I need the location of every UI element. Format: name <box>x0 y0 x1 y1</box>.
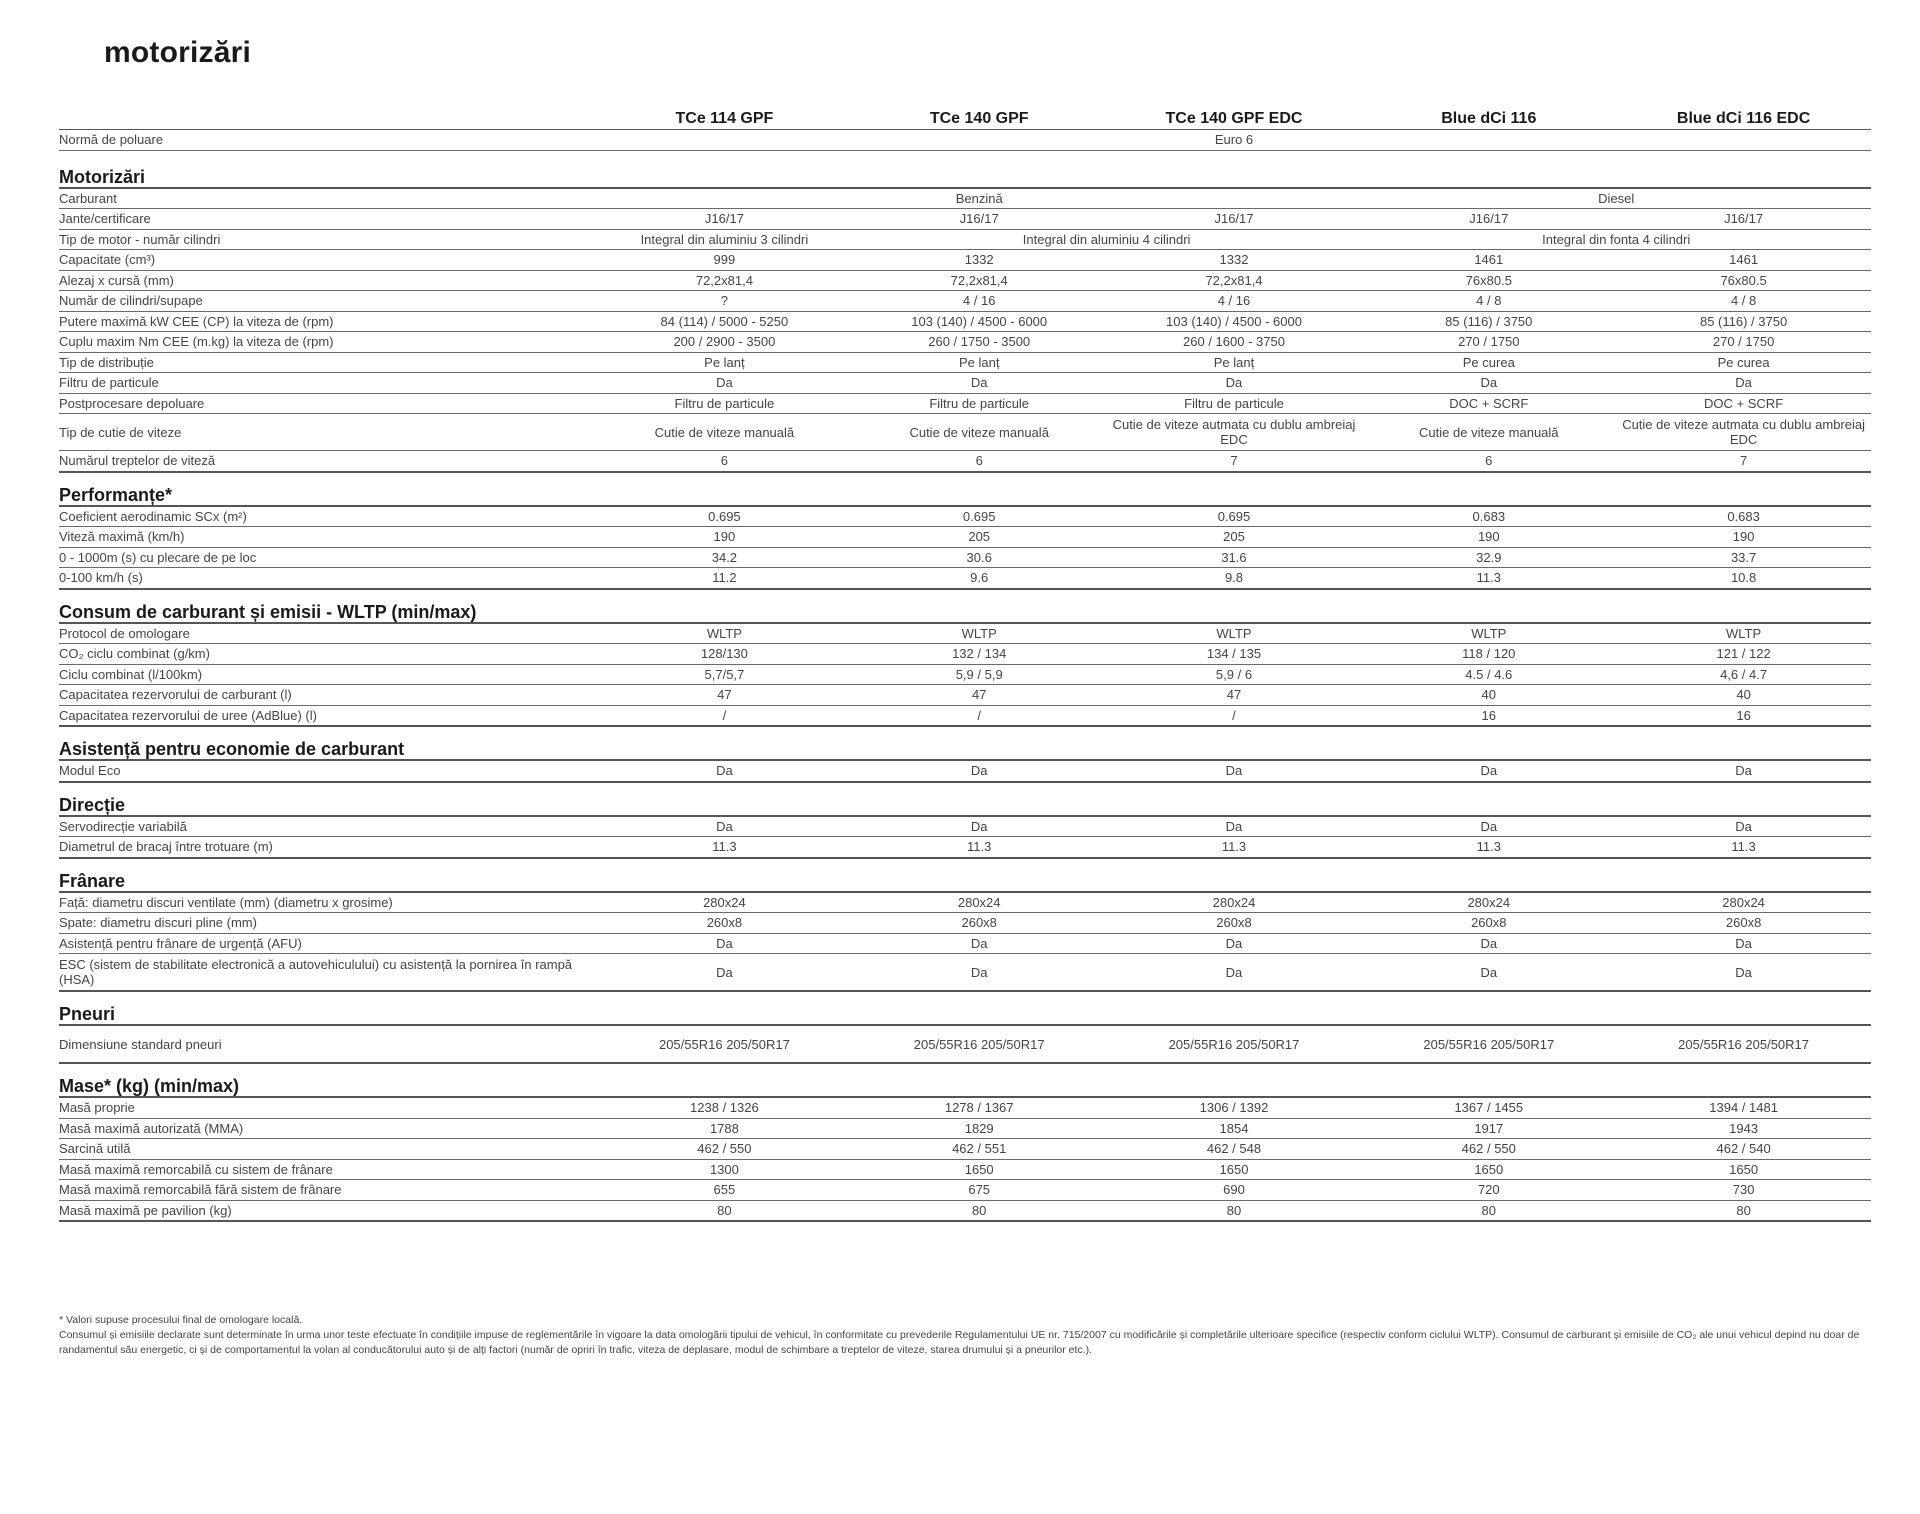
section-body-consum <box>59 623 1871 727</box>
cell-value: 11.3 <box>1616 837 1871 858</box>
cell-value: Da <box>1107 760 1362 782</box>
cell-value: 33.7 <box>1616 547 1871 568</box>
cell-value: Da <box>1361 933 1616 954</box>
row-label: Postprocesare depoluare <box>59 393 597 414</box>
cell-value: 280x24 <box>852 892 1107 913</box>
table-row <box>59 1097 1871 1118</box>
cell-value: Da <box>1616 954 1871 992</box>
cell-value: 1238 / 1326 <box>597 1097 852 1118</box>
cell-value: 132 / 134 <box>852 644 1107 665</box>
cell-value: 1394 / 1481 <box>1616 1097 1871 1118</box>
cell-value: WLTP <box>1107 623 1362 644</box>
table-row <box>59 188 1871 209</box>
cell-value: 205 <box>1107 527 1362 548</box>
row-label: Tip de motor - număr cilindri <box>59 229 597 250</box>
row-label: Cuplu maxim Nm CEE (m.kg) la viteza de (rpm) <box>59 332 597 353</box>
cell-value: / <box>597 705 852 726</box>
table-row <box>59 229 1871 250</box>
cell-value: 7 <box>1107 451 1362 472</box>
cell-value: 999 <box>597 250 852 271</box>
cell-value: Da <box>1361 816 1616 837</box>
cell-value: 76x80.5 <box>1616 270 1871 291</box>
section-title: Motorizări <box>59 150 1871 188</box>
section-header-mase <box>59 1063 1871 1097</box>
cell-value: Da <box>1361 954 1616 992</box>
cell-value: 4,6 / 4.7 <box>1616 664 1871 685</box>
row-label: Putere maximă kW CEE (CP) la viteza de (rpm) <box>59 311 597 332</box>
cell-value: 462 / 550 <box>597 1139 852 1160</box>
cell-value: 11.3 <box>1361 837 1616 858</box>
cell-value: 280x24 <box>1616 892 1871 913</box>
cell-value: 1461 <box>1361 250 1616 271</box>
cell-value: Filtru de particule <box>597 393 852 414</box>
cell-value: 280x24 <box>1107 892 1362 913</box>
cell-value: Da <box>1616 373 1871 394</box>
cell-value: 1278 / 1367 <box>852 1097 1107 1118</box>
cell-value: Da <box>852 760 1107 782</box>
section-body-directie <box>59 816 1871 858</box>
cell-value: WLTP <box>852 623 1107 644</box>
cell-value: 11.3 <box>1107 837 1362 858</box>
cell-value: Da <box>1616 816 1871 837</box>
section-title: Pneuri <box>59 991 1871 1025</box>
cell-value: J16/17 <box>852 209 1107 230</box>
cell-value: J16/17 <box>1616 209 1871 230</box>
cell-value: 1788 <box>597 1118 852 1139</box>
cell-value: 9.8 <box>1107 568 1362 589</box>
cell-value: 16 <box>1616 705 1871 726</box>
column-header: Blue dCi 116 EDC <box>1616 106 1871 130</box>
table-row <box>59 506 1871 527</box>
cell-value: Da <box>852 954 1107 992</box>
section-body-performante <box>59 506 1871 589</box>
column-header: Blue dCi 116 <box>1361 106 1616 130</box>
cell-value: 6 <box>597 451 852 472</box>
cell-value: Filtru de particule <box>1107 393 1362 414</box>
cell-value: 260x8 <box>1616 913 1871 934</box>
cell-value: 690 <box>1107 1180 1362 1201</box>
cell-value: 80 <box>852 1200 1107 1221</box>
table-row <box>59 393 1871 414</box>
cell-value: Da <box>1107 816 1362 837</box>
cell-value: 4 / 8 <box>1361 291 1616 312</box>
cell-value: Da <box>852 373 1107 394</box>
section-header-consum <box>59 589 1871 623</box>
cell-value: 85 (116) / 3750 <box>1616 311 1871 332</box>
cell-value: Da <box>597 760 852 782</box>
section-body-pneuri <box>59 1025 1871 1063</box>
cell-value: Da <box>597 816 852 837</box>
table-row <box>59 291 1871 312</box>
cell-value: 190 <box>597 527 852 548</box>
table-row <box>59 1200 1871 1221</box>
cell-value: 205/55R16 205/50R17 <box>597 1025 852 1063</box>
cell-value: Integral din aluminiu 3 cilindri <box>597 229 852 250</box>
cell-value: 1854 <box>1107 1118 1362 1139</box>
cell-value: Cutie de viteze manuală <box>597 414 852 451</box>
cell-value: 10.8 <box>1616 568 1871 589</box>
cell-value: 205/55R16 205/50R17 <box>1361 1025 1616 1063</box>
table-row <box>59 270 1871 291</box>
row-label: Protocol de omologare <box>59 623 597 644</box>
row-label: Normă de poluare <box>59 130 597 151</box>
row-label: Tip de distribuție <box>59 352 597 373</box>
cell-value: 40 <box>1361 685 1616 706</box>
row-label: Alezaj x cursă (mm) <box>59 270 597 291</box>
cell-value: 720 <box>1361 1180 1616 1201</box>
section-header-performante <box>59 472 1871 506</box>
cell-value: Da <box>1616 933 1871 954</box>
section-header-pneuri <box>59 991 1871 1025</box>
cell-value: 16 <box>1361 705 1616 726</box>
cell-value: 4 / 16 <box>1107 291 1362 312</box>
cell-value: 47 <box>597 685 852 706</box>
row-label: Masă maximă autorizată (MMA) <box>59 1118 597 1139</box>
specifications-table <box>59 106 1871 1222</box>
row-label: Capacitatea rezervorului de uree (AdBlue) (l) <box>59 705 597 726</box>
cell-value: 5,9 / 6 <box>1107 664 1362 685</box>
section-header-motorizari <box>59 150 1871 188</box>
table-row <box>59 623 1871 644</box>
cell-value: Da <box>852 816 1107 837</box>
cell-value: 34.2 <box>597 547 852 568</box>
cell-value: 121 / 122 <box>1616 644 1871 665</box>
table-row <box>59 451 1871 472</box>
cell-value: 31.6 <box>1107 547 1362 568</box>
row-label: Viteză maximă (km/h) <box>59 527 597 548</box>
cell-value: 260 / 1750 - 3500 <box>852 332 1107 353</box>
cell-value: 0.695 <box>1107 506 1362 527</box>
section-title: Mase* (kg) (min/max) <box>59 1063 1871 1097</box>
cell-value: 11.3 <box>597 837 852 858</box>
table-row <box>59 760 1871 782</box>
row-label: Diametrul de bracaj între trotuare (m) <box>59 837 597 858</box>
cell-value: 80 <box>597 1200 852 1221</box>
cell-value: 40 <box>1616 685 1871 706</box>
cell-value: 85 (116) / 3750 <box>1361 311 1616 332</box>
cell-value: Cutie de viteze autmata cu dublu ambreiaj EDC <box>1616 414 1871 451</box>
cell-value: 5,7/5,7 <box>597 664 852 685</box>
cell-value: 1461 <box>1616 250 1871 271</box>
cell-value: 6 <box>852 451 1107 472</box>
column-header: TCe 140 GPF <box>852 106 1107 130</box>
column-header-empty <box>59 106 597 130</box>
cell-value: DOC + SCRF <box>1361 393 1616 414</box>
table-row <box>59 664 1871 685</box>
cell-value: 0.695 <box>852 506 1107 527</box>
table-row <box>59 352 1871 373</box>
table-row <box>59 250 1871 271</box>
row-label: Masă maximă pe pavilion (kg) <box>59 1200 597 1221</box>
cell-value: Pe lanț <box>852 352 1107 373</box>
row-label: Sarcină utilă <box>59 1139 597 1160</box>
table-row <box>59 644 1871 665</box>
cell-value: 80 <box>1616 1200 1871 1221</box>
table-row <box>59 1180 1871 1201</box>
cell-value: Da <box>852 933 1107 954</box>
cell-value: 84 (114) / 5000 - 5250 <box>597 311 852 332</box>
cell-value: 1332 <box>852 250 1107 271</box>
cell-value: 72,2x81,4 <box>1107 270 1362 291</box>
cell-value: ? <box>597 291 852 312</box>
cell-value: 11.3 <box>852 837 1107 858</box>
row-label: Numărul treptelor de viteză <box>59 451 597 472</box>
cell-value: 118 / 120 <box>1361 644 1616 665</box>
cell-value: 270 / 1750 <box>1361 332 1616 353</box>
cell-value: Pe curea <box>1616 352 1871 373</box>
cell-value: 1306 / 1392 <box>1107 1097 1362 1118</box>
cell-value: J16/17 <box>597 209 852 230</box>
row-label: Jante/certificare <box>59 209 597 230</box>
row-label: Număr de cilindri/supape <box>59 291 597 312</box>
cell-value: 80 <box>1107 1200 1362 1221</box>
section-body-mase <box>59 1097 1871 1221</box>
table-row <box>59 954 1871 992</box>
cell-value: 190 <box>1616 527 1871 548</box>
section-body-franare <box>59 892 1871 992</box>
cell-value: 6 <box>1361 451 1616 472</box>
cell-value: Da <box>1107 373 1362 394</box>
cell-value: 0.683 <box>1616 506 1871 527</box>
table-row <box>59 311 1871 332</box>
row-label: Masă maximă remorcabilă fără sistem de frânare <box>59 1180 597 1201</box>
cell-value: J16/17 <box>1361 209 1616 230</box>
table-row <box>59 913 1871 934</box>
section-title: Direcție <box>59 782 1871 816</box>
row-label: 0-100 km/h (s) <box>59 568 597 589</box>
cell-value: 134 / 135 <box>1107 644 1362 665</box>
cell-value: 205/55R16 205/50R17 <box>852 1025 1107 1063</box>
table-row <box>59 209 1871 230</box>
footnote-wltp-disclaimer: Consumul și emisiile declarate sunt determinate în urma unor teste efectuate în condițiile impuse de reglementările în vigoare la data omologării tipului de vehicul, în conformitate cu prevederile Regulamentului UE nr. 715/2007 cu modificările și completările ulterioare specifice (respectiv conform ciclului WLTP). Consumul de carburant și emisiile de CO₂ ale unui vehicul depind nu doar de randamentul său energetic, ci și de comportamentul la volan al conducătorului auto și de alți factori (număr de opriri în trafic, viteza de deplasare, modul de schimbare a treptelor de viteze, starea drumului și a pneurilor etc.). <box>59 1329 1860 1356</box>
cell-value: Da <box>597 954 852 992</box>
footnote-local-homologation: * Valori supuse procesului final de omologare locală. <box>59 1314 303 1326</box>
row-label: Tip de cutie de viteze <box>59 414 597 451</box>
cell-value: DOC + SCRF <box>1616 393 1871 414</box>
cell-value: 462 / 540 <box>1616 1139 1871 1160</box>
row-label: Masă proprie <box>59 1097 597 1118</box>
cell-value: Da <box>1107 933 1362 954</box>
cell-value: 270 / 1750 <box>1616 332 1871 353</box>
cell-value: 30.6 <box>852 547 1107 568</box>
cell-value: WLTP <box>1361 623 1616 644</box>
cell-value: 76x80.5 <box>1361 270 1616 291</box>
cell-value: 1829 <box>852 1118 1107 1139</box>
cell-value: 128/130 <box>597 644 852 665</box>
row-label: Față: diametru discuri ventilate (mm) (diametru x grosime) <box>59 892 597 913</box>
row-label: Coeficient aerodinamic SCx (m²) <box>59 506 597 527</box>
cell-value: Benzină <box>597 188 1361 209</box>
cell-value: 1650 <box>1107 1159 1362 1180</box>
cell-value: 0.683 <box>1361 506 1616 527</box>
table-row <box>59 547 1871 568</box>
cell-value: 0.695 <box>597 506 852 527</box>
cell-value: 205/55R16 205/50R17 <box>1107 1025 1362 1063</box>
table-row <box>59 1025 1871 1063</box>
table-row <box>59 933 1871 954</box>
cell-value: 280x24 <box>1361 892 1616 913</box>
cell-value: 1650 <box>1616 1159 1871 1180</box>
cell-value: Pe lanț <box>597 352 852 373</box>
cell-value: 11.2 <box>597 568 852 589</box>
cell-value: J16/17 <box>1107 209 1362 230</box>
section-header-directie <box>59 782 1871 816</box>
row-label: Filtru de particule <box>59 373 597 394</box>
cell-value: 190 <box>1361 527 1616 548</box>
row-label: Dimensiune standard pneuri <box>59 1025 597 1063</box>
page-title: motorizări <box>104 36 252 69</box>
cell-value: WLTP <box>1616 623 1871 644</box>
table-row <box>59 130 1871 151</box>
table-row <box>59 1139 1871 1160</box>
cell-value: Da <box>1107 954 1362 992</box>
table-row <box>59 816 1871 837</box>
section-body-motorizari <box>59 250 1871 472</box>
cell-value: 730 <box>1616 1180 1871 1201</box>
table-row <box>59 414 1871 451</box>
row-label: Capacitatea rezervorului de carburant (l) <box>59 685 597 706</box>
cell-value: 260x8 <box>852 913 1107 934</box>
cell-value: Filtru de particule <box>852 393 1107 414</box>
table-row <box>59 837 1871 858</box>
cell-value: 1943 <box>1616 1118 1871 1139</box>
row-label: Carburant <box>59 188 597 209</box>
cell-value: 260x8 <box>1361 913 1616 934</box>
cell-value: Pe lanț <box>1107 352 1362 373</box>
section-body-asistenta <box>59 760 1871 782</box>
cell-value: 462 / 548 <box>1107 1139 1362 1160</box>
table-row <box>59 568 1871 589</box>
column-header-row <box>59 106 1871 130</box>
cell-value: 7 <box>1616 451 1871 472</box>
cell-value: 205 <box>852 527 1107 548</box>
cell-value: WLTP <box>597 623 852 644</box>
cell-value: 1650 <box>1361 1159 1616 1180</box>
row-label: 0 - 1000m (s) cu plecare de pe loc <box>59 547 597 568</box>
cell-value: Da <box>597 373 852 394</box>
row-label: Ciclu combinat (l/100km) <box>59 664 597 685</box>
cell-value: 103 (140) / 4500 - 6000 <box>1107 311 1362 332</box>
row-label: CO₂ ciclu combinat (g/km) <box>59 644 597 665</box>
cell-value: 103 (140) / 4500 - 6000 <box>852 311 1107 332</box>
table-row <box>59 1118 1871 1139</box>
cell-value: 80 <box>1361 1200 1616 1221</box>
row-label: Servodirecție variabilă <box>59 816 597 837</box>
cell-value: Integral din aluminiu 4 cilindri <box>852 229 1362 250</box>
cell-value: Da <box>597 933 852 954</box>
table-row <box>59 892 1871 913</box>
cell-value: 47 <box>852 685 1107 706</box>
spec-table-container <box>59 106 1871 1222</box>
cell-value: 1650 <box>852 1159 1107 1180</box>
cell-value: Da <box>1361 760 1616 782</box>
cell-value: 11.3 <box>1361 568 1616 589</box>
cell-value: Da <box>1361 373 1616 394</box>
cell-value: 4 / 8 <box>1616 291 1871 312</box>
cell-value: 4.5 / 4.6 <box>1361 664 1616 685</box>
cell-value: 32.9 <box>1361 547 1616 568</box>
cell-value: 1917 <box>1361 1118 1616 1139</box>
cell-value: 260 / 1600 - 3750 <box>1107 332 1362 353</box>
cell-value: 5,9 / 5,9 <box>852 664 1107 685</box>
cell-value: 72,2x81,4 <box>852 270 1107 291</box>
section-header-franare <box>59 858 1871 892</box>
row-label: Asistență pentru frânare de urgență (AFU) <box>59 933 597 954</box>
table-row <box>59 527 1871 548</box>
row-label: Spate: diametru discuri pline (mm) <box>59 913 597 934</box>
cell-value: 675 <box>852 1180 1107 1201</box>
cell-value: Cutie de viteze autmata cu dublu ambreiaj EDC <box>1107 414 1362 451</box>
cell-value: Cutie de viteze manuală <box>1361 414 1616 451</box>
column-header: TCe 140 GPF EDC <box>1107 106 1362 130</box>
cell-value: Pe curea <box>1361 352 1616 373</box>
section-title: Performanțe* <box>59 472 1871 506</box>
cell-value: Diesel <box>1361 188 1871 209</box>
cell-value: 1300 <box>597 1159 852 1180</box>
cell-value: / <box>1107 705 1362 726</box>
row-label: Modul Eco <box>59 760 597 782</box>
cell-value: 1367 / 1455 <box>1361 1097 1616 1118</box>
row-label: ESC (sistem de stabilitate electronică a autovehiculului) cu asistență la pornirea în rampă (HSA) <box>59 954 597 992</box>
cell-value: 462 / 551 <box>852 1139 1107 1160</box>
cell-value: Euro 6 <box>597 130 1871 151</box>
cell-value: Cutie de viteze manuală <box>852 414 1107 451</box>
table-row <box>59 1159 1871 1180</box>
section-title: Asistență pentru economie de carburant <box>59 726 1871 760</box>
cell-value: 205/55R16 205/50R17 <box>1616 1025 1871 1063</box>
cell-value: 200 / 2900 - 3500 <box>597 332 852 353</box>
cell-value: 280x24 <box>597 892 852 913</box>
section-header-asistenta <box>59 726 1871 760</box>
section-title: Frânare <box>59 858 1871 892</box>
cell-value: 72,2x81,4 <box>597 270 852 291</box>
footnotes <box>59 1313 1871 1358</box>
cell-value: 4 / 16 <box>852 291 1107 312</box>
cell-value: Integral din fonta 4 cilindri <box>1361 229 1871 250</box>
section-title: Consum de carburant și emisii - WLTP (min/max) <box>59 589 1871 623</box>
table-row <box>59 373 1871 394</box>
cell-value: 260x8 <box>597 913 852 934</box>
row-label: Capacitate (cm³) <box>59 250 597 271</box>
cell-value: 1332 <box>1107 250 1362 271</box>
table-row <box>59 332 1871 353</box>
cell-value: 47 <box>1107 685 1362 706</box>
cell-value: / <box>852 705 1107 726</box>
cell-value: 655 <box>597 1180 852 1201</box>
cell-value: 9.6 <box>852 568 1107 589</box>
table-row <box>59 705 1871 726</box>
column-header: TCe 114 GPF <box>597 106 852 130</box>
cell-value: Da <box>1616 760 1871 782</box>
row-label: Masă maximă remorcabilă cu sistem de frânare <box>59 1159 597 1180</box>
cell-value: 462 / 550 <box>1361 1139 1616 1160</box>
cell-value: 260x8 <box>1107 913 1362 934</box>
table-row <box>59 685 1871 706</box>
